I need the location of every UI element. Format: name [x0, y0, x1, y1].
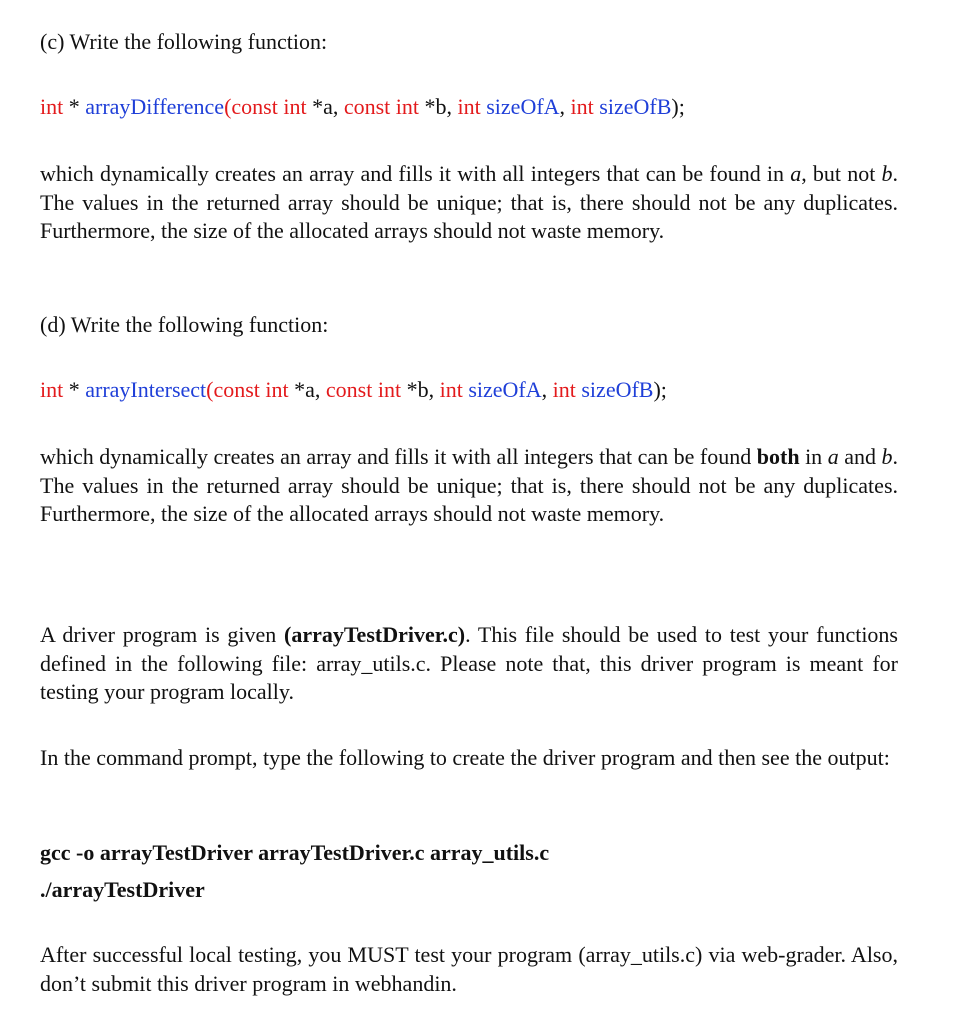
sig-function-name: arrayIntersect: [85, 377, 207, 402]
part-c-description: which dynamically creates an array and fills it with all integers that can be found in a, but not b. The values in the returned array should be unique; that is, there should not be any duplicates. Furthermore, the size of the allocated arrays should not waste memory.: [40, 161, 898, 243]
sig-return-type: int: [40, 377, 64, 402]
command-prompt-instructions: In the command prompt, type the following to create the driver program and then see the output:: [40, 745, 890, 770]
driver-file-name: (arrayTestDriver.c): [284, 622, 466, 647]
part-d-signature: int * arrayIntersect(const int *a, const int *b, int sizeOfA, int sizeOfB);: [40, 377, 667, 402]
compile-command: gcc -o arrayTestDriver arrayTestDriver.c array_utils.c: [40, 840, 550, 865]
run-command: ./arrayTestDriver: [40, 877, 205, 902]
part-d-description: which dynamically creates an array and fills it with all integers that can be found both in a and b. The values in the returned array should be unique; that is, there should not be any duplicates. Furthermore, the size of the allocated arrays should not waste memory.: [40, 444, 898, 526]
part-d-heading: (d) Write the following function:: [40, 312, 329, 337]
part-c-signature: int * arrayDifference(const int *a, const int *b, int sizeOfA, int sizeOfB);: [40, 94, 685, 119]
sig-return-type: int: [40, 94, 64, 119]
driver-intro: A driver program is given (arrayTestDriver.c). This file should be used to test your functions defined in the following file: array_utils.c. Please note that, this driver program is meant for testing your program locally.: [40, 622, 898, 704]
part-c-heading: (c) Write the following function:: [40, 29, 328, 54]
sig-function-name: arrayDifference: [85, 94, 225, 119]
submission-note: After successful local testing, you MUST test your program (array_utils.c) via web-grader. Also, don’t submit this driver program in webhandin.: [40, 942, 898, 996]
